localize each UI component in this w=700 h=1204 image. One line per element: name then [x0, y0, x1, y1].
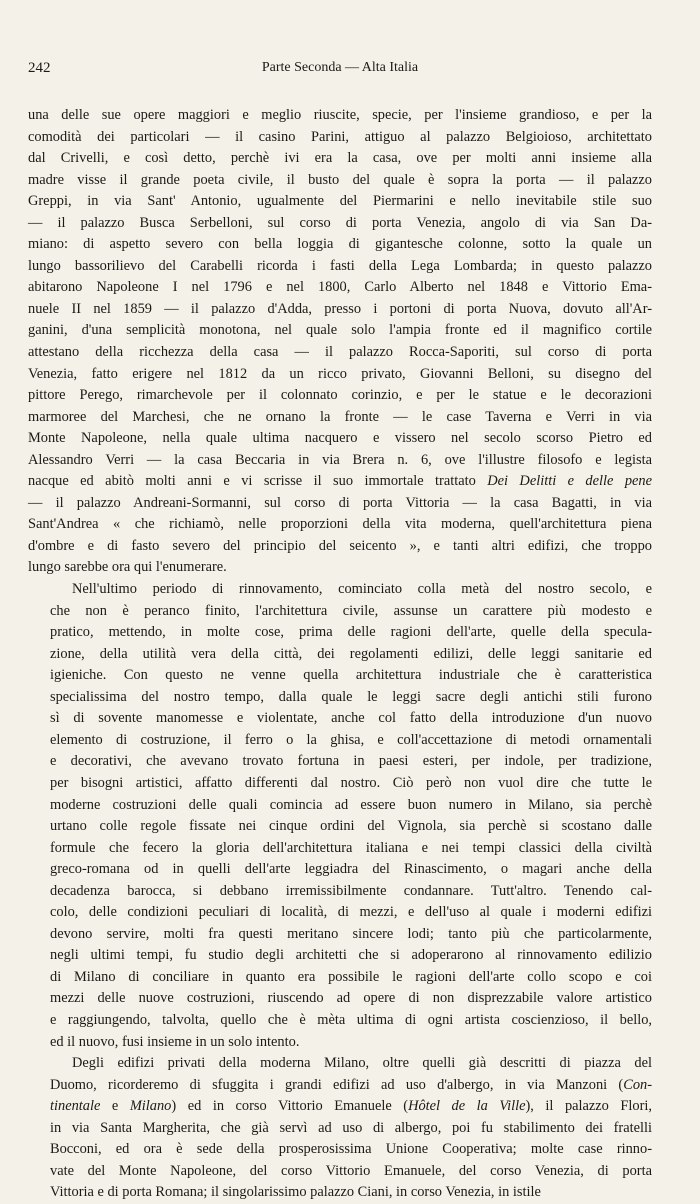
paragraph	[28, 1053, 652, 1204]
italic-title: Dei Delitti e delle pene	[487, 473, 652, 490]
paragraph	[28, 579, 652, 1053]
text-line: una delle sue opere maggiori e meglio riuscite, specie, per l'insieme grandioso, e per la	[28, 107, 652, 123]
text-line: Sant'Andrea « che richiamò, nelle proporzioni della vita moderna, quell'architettura piena	[28, 516, 652, 533]
text-line: Degli edifizi privati della moderna Milano, oltre quelli già descritti di piazza del	[72, 1055, 652, 1072]
text-line: Monte Napoleone, nella quale ultima nacquero e vissero nel secolo scorso Pietro ed	[28, 430, 652, 447]
text-line: lungo sarebbe ora qui l'enumerare.	[28, 559, 227, 576]
text-line: igieniche. Con questo ne venne quella architettura industriale che è caratteristica	[50, 667, 652, 684]
text-line: decadenza barocca, si debbano irremissibilmente condannare. Tutt'altro. Tenendo cal-	[50, 882, 652, 899]
text-line: abitarono Napoleone I nel 1796 e nel 1800, Carlo Alberto nel 1848 e Vittorio Ema-	[28, 279, 652, 296]
text-line: ed il nuovo, fusi insieme in un solo intento.	[50, 1033, 300, 1050]
text-line: pittore Perego, rimarchevole per il colonnato corinzio, e per le statue e le decorazioni	[28, 387, 652, 404]
text-line: specialissima del nostro tempo, dalla quale le leggi sacre degli antichi stili furono	[50, 688, 652, 705]
text-line: elemento di costruzione, il ferro o la ghisa, e coll'accettazione di metodi ornamentali	[50, 731, 652, 748]
italic-title: Hôtel de la Ville	[408, 1098, 526, 1115]
running-title: Parte Seconda — Alta Italia	[261, 60, 419, 75]
text-line: — il palazzo Andreani-Sormanni, sul corso di porta Vittoria — la casa Bagatti, in via	[28, 494, 652, 511]
text-line: Nell'ultimo periodo di rinnovamento, cominciato colla metà del nostro secolo, e	[72, 581, 652, 598]
page-header	[28, 60, 652, 82]
text-line: urtano colle regole fissate nei cinque ordini del Vignola, sia perchè si scostano dalle	[50, 818, 652, 835]
italic-title: Con-	[623, 1076, 652, 1093]
text-line: dal Crivelli, e così detto, perchè ivi era la casa, ove per molti anni insieme alla	[28, 150, 652, 167]
paragraph	[28, 105, 652, 579]
text-line: Bocconi, ed ora è sede della prosperosissima Unione Cooperativa; molte case rinno-	[50, 1141, 652, 1158]
text-line: Alessandro Verri — la casa Beccaria in via Brera n. 6, ove l'illustre filosofo e legista	[28, 451, 652, 468]
text-line: miano: di aspetto severo con bella loggia di gigantesche colonne, sotto la quale un	[28, 236, 652, 253]
text-line: e raggiungendo, talvolta, quello che è mèta ultima di ogni artista coscienzioso, il bello,	[50, 1011, 652, 1028]
text-line: colo, delle condizioni peculiari di località, di mezzi, e dell'uso al quale i moderni edifizi	[50, 904, 652, 921]
text-line: negli ultimi tempi, fu studio degli architetti che si adoperarono al rinnovamento edilizio	[50, 947, 652, 964]
text-line: e decorativi, che avevano trovato fortuna in paesi esteri, per indole, per tradizione,	[50, 753, 652, 770]
text-line: marmoree del Marchesi, che ne ornano la fronte — le case Taverna e Verri in via	[28, 408, 652, 425]
text-line: Vittoria e di porta Romana; il singolarissimo palazzo Ciani, in corso Venezia, in istile	[50, 1184, 541, 1201]
text-line: — il palazzo Busca Serbelloni, sul corso di porta Venezia, angolo di via San Da-	[28, 214, 652, 231]
text-line: ganini, d'una semplicità monotona, nel quale solo l'ampia fronte ed il magnifico cortile	[28, 322, 652, 339]
page-number: 242	[28, 60, 51, 76]
text-line: Duomo, ricorderemo di sfuggita i grandi edifizi ad uso d'albergo, in via Manzoni (Con-	[50, 1076, 652, 1093]
text-line: greco-romana od in quelli dell'arte leggiadra del Rinascimento, o magari anche della	[50, 861, 652, 878]
body-text	[28, 105, 652, 1204]
text-line: nuele II nel 1859 — il palazzo d'Adda, presso i portoni di porta Nuova, dovuto all'Ar-	[28, 300, 652, 317]
text-line: comodità dei particolari — il casino Parini, attiguo al palazzo Belgioioso, architettato	[28, 128, 652, 145]
text-line: attestano della ricchezza della casa — il palazzo Rocca-Saporiti, sul corso di porta	[28, 344, 652, 361]
text-line: mezzi delle nuove costruzioni, riuscendo ad opere di non disprezzabile valore artistico	[50, 990, 652, 1007]
text-line: vate del Monte Napoleone, del corso Vittorio Emanuele, del corso Venezia, di porta	[50, 1162, 652, 1179]
text-line: nacque ed abitò molti anni e vi scrisse il suo immortale trattato Dei Delitti e delle pene	[28, 473, 652, 490]
text-line: lungo bassorilievo del Carabelli ricorda i fasti della Lega Lombarda; in questo palazzo	[28, 257, 652, 274]
text-line: d'ombre e di fasto severo del principio del seicento », e tanti altri edifizi, che troppo	[28, 537, 652, 554]
text-line: Venezia, fatto erigere nel 1812 da un ricco privato, Giovanni Belloni, su disegno del	[28, 365, 652, 382]
text-line: moderne costruzioni delle quali comincia ad essere buon numero in Milano, sia perchè	[50, 796, 652, 813]
italic-title: tinentale	[50, 1098, 101, 1115]
text-line: tinentale e Milano) ed in corso Vittorio Emanuele (Hôtel de la Ville), il palazzo Flori,	[50, 1098, 652, 1115]
text-line: madre visse il grande poeta civile, il busto del quale è sopra la porta — il palazzo	[28, 171, 652, 188]
text-line: sì di sovente manomesse e violentate, anche col fatto della introduzione d'un nuovo	[50, 710, 652, 727]
italic-title: Milano	[129, 1098, 172, 1115]
text-line: per bisogni artistici, affatto differenti dal nostro. Ciò però non vuol dire che tutte le	[50, 774, 652, 791]
text-line: di Milano di conciliare in quanto era possibile le ragioni dell'arte collo scopo e coi	[50, 968, 652, 985]
text-line: devono servire, molti fra questi meritano sincere lodi; tanto più che particolarmente,	[50, 925, 652, 942]
text-line: pratico, mettendo, in molte cose, prima delle ragioni dell'arte, quelle della specula-	[50, 624, 652, 641]
text-line: che non è peranco finito, l'architettura civile, assunse un carattere più modesto e	[50, 602, 652, 619]
text-line: formule che fecero la gloria dell'architettura italiana e nei tempi classici della civiltà	[50, 839, 652, 856]
text-line: Greppi, in via Sant' Antonio, ugualmente del Piermarini e nello inevitabile stile suo	[28, 193, 652, 210]
text-line: zione, della utilità vera della città, dei regolamenti edilizi, delle leggi sanitarie ed	[50, 645, 652, 662]
text-line: in via Santa Margherita, che già servì ad uso di albergo, poi fu stabilimento dei fratelli	[50, 1119, 652, 1136]
